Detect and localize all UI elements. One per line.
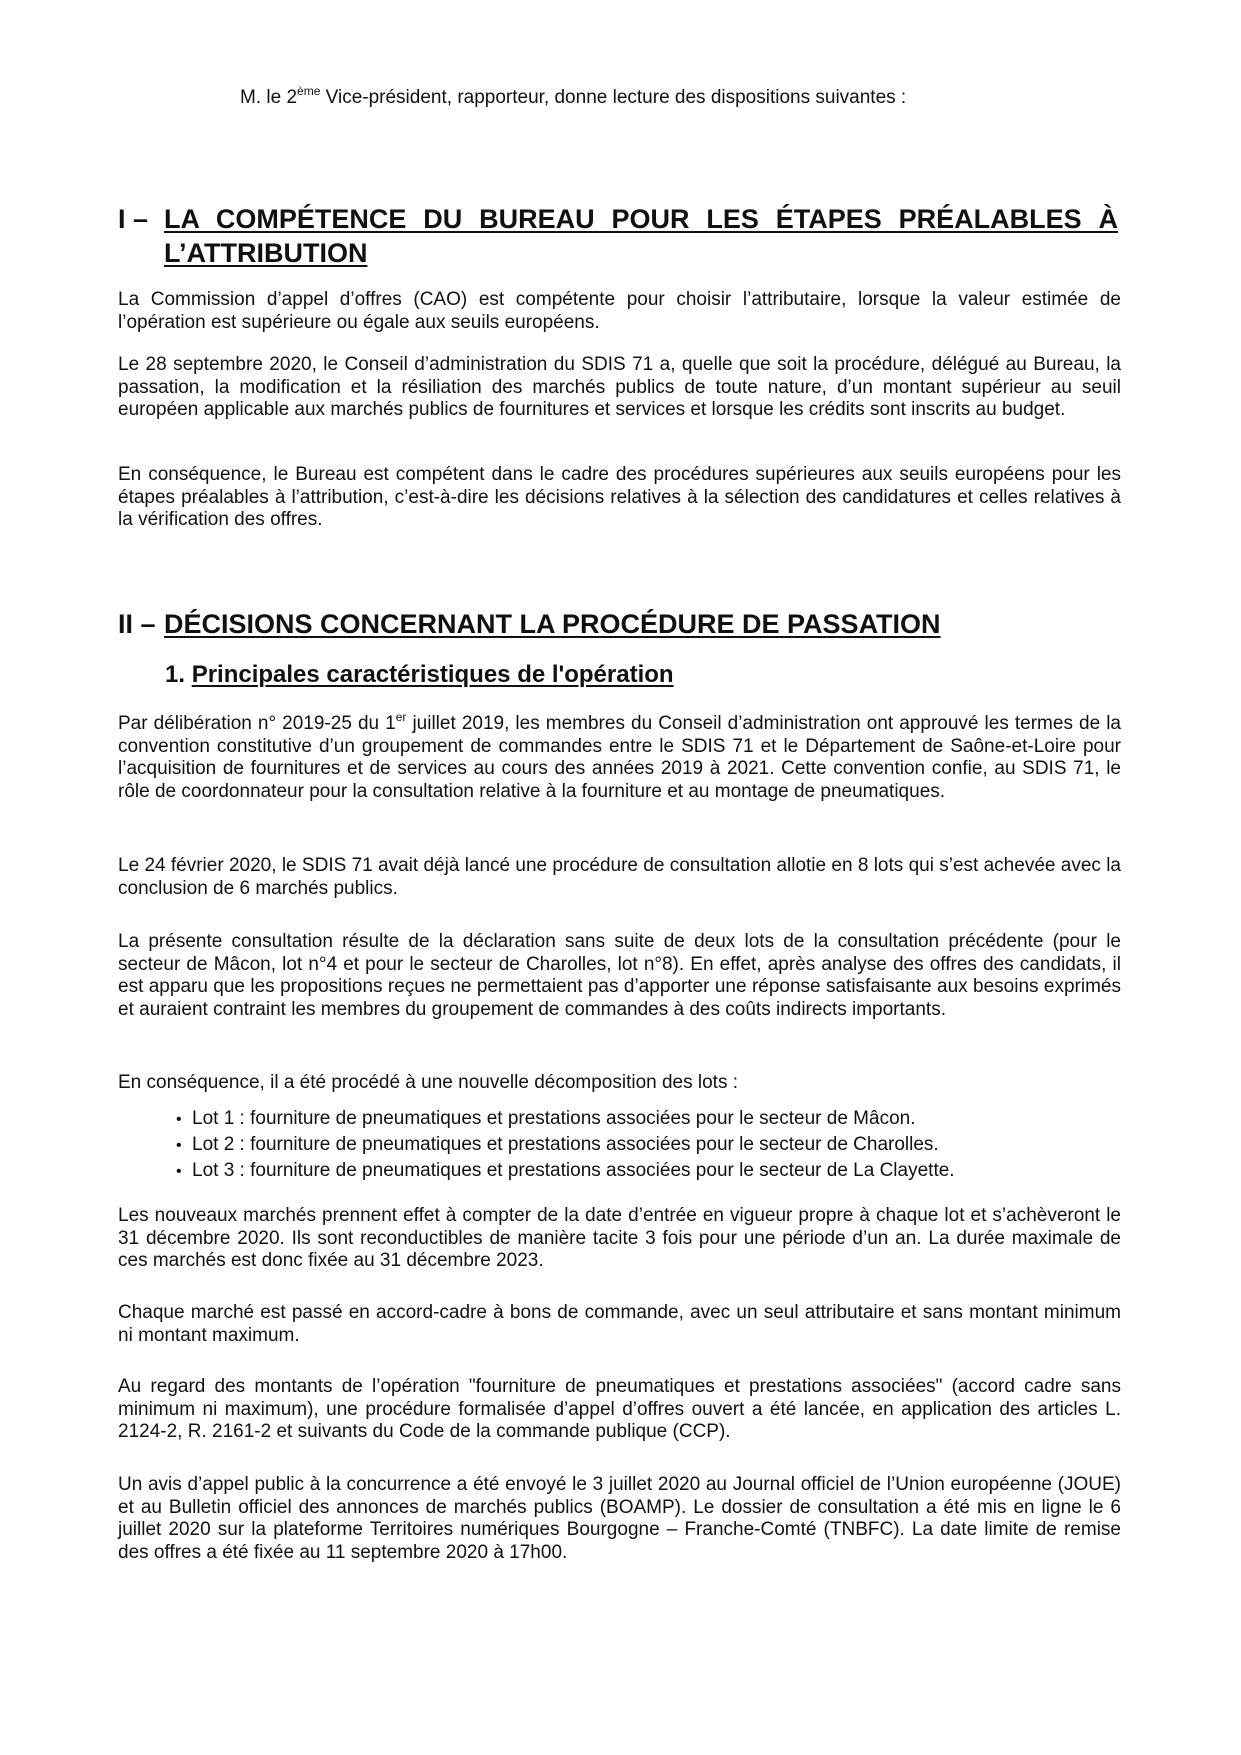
list-item (176, 1106, 955, 1132)
section-2-paragraph-1 (118, 710, 1122, 803)
section-2-paragraph-4: En conséquence, il a été procédé à une nouvelle décomposition des lots : (118, 1072, 739, 1093)
section-1-number: I – (118, 204, 149, 234)
subsection-1-heading (165, 660, 674, 690)
bullet-icon: • (176, 1111, 182, 1128)
section-1-paragraph-1: La Commission d’appel d’offres (CAO) est compétente pour choisir l’attributaire, lorsque la valeur estimée de l’opération est supérieure ou égale aux seuils européens. (118, 289, 1121, 333)
list-item (176, 1132, 955, 1158)
section-2-paragraph-5: Les nouveaux marchés prennent effet à compter de la date d’entrée en vigueur propre à chaque lot et s’achèveront le 31 décembre 2020. Ils sont reconductibles de manière tacite 3 fois pour une période d’un an. La durée maximale de ces marchés est donc fixée au 31 décembre 2023. (118, 1205, 1121, 1271)
section-2-paragraph-2: Le 24 février 2020, le SDIS 71 avait déjà lancé une procédure de consultation allotie en 8 lots qui s’est achevée avec la conclusion de 6 marchés publics. (118, 855, 1121, 899)
intro-superscript: ème (297, 84, 321, 98)
lot-1-text: Lot 1 : fourniture de pneumatiques et prestations associées pour le secteur de Mâcon. (192, 1108, 916, 1129)
bullet-icon: • (176, 1163, 182, 1180)
section-2-paragraph-8: Un avis d’appel public à la concurrence a été envoyé le 3 juillet 2020 au Journal officiel de l’Union européenne (JOUE) et au Bulletin officiel des annonces de marchés publics (BOAMP). Le dossier de consultation a été mis en ligne le 6 juillet 2020 sur la plateforme Territoires numériques Bourgogne – Franche-Comté (TNBFC). La date limite de remise des offres a été fixée au 11 septembre 2020 à 17h00. (118, 1474, 1121, 1563)
subsection-1-title: Principales caractéristiques de l'opération (191, 661, 674, 688)
intro-prefix: M. le 2 (240, 87, 298, 108)
section-1-title (164, 202, 1118, 270)
section-2-paragraph-7: Au regard des montants de l’opération "fourniture de pneumatiques et prestations associées" (accord cadre sans minimum ni maximum), une procédure formalisée d’appel d’offres ouvert a été lancée, en application des articles L. 2124-2, R. 2161-2 et suivants du Code de la commande publique (CCP). (118, 1376, 1121, 1442)
bullet-icon: • (176, 1137, 182, 1154)
section-1-paragraph-2: Le 28 septembre 2020, le Conseil d’administration du SDIS 71 a, quelle que soit la procédure, délégué au Bureau, la passation, la modification et la résiliation des marchés publics de toute nature, d’un montant supérieur au seuil européen applicable aux marchés publics de fournitures et services et lorsque les crédits sont inscrits au budget. (118, 354, 1121, 420)
section-2-paragraph-3: La présente consultation résulte de la déclaration sans suite de deux lots de la consultation précédente (pour le secteur de Mâcon, lot n°4 et pour le secteur de Charolles, lot n°8). En effet, après analyse des offres des candidats, il est apparu que les propositions reçues ne permettaient pas d’apporter une réponse satisfaisante aux besoins exprimés et auraient contraint les membres du groupement de commandes à des coûts indirects importants. (118, 931, 1121, 1020)
lot-3-text: Lot 3 : fourniture de pneumatiques et prestations associées pour le secteur de La Clayette. (192, 1160, 955, 1181)
intro-suffix: Vice-président, rapporteur, donne lecture des dispositions suivantes : (320, 87, 907, 108)
list-item (176, 1158, 955, 1184)
section-1-heading (118, 202, 1118, 270)
subsection-1-number: 1. (165, 661, 186, 688)
section-2-paragraph-1-part-a: Par délibération n° 2019-25 du 1 (118, 713, 396, 734)
section-1-title-line-1: LA COMPÉTENCE DU BUREAU POUR LES ÉTAPES PRÉALABLES À (164, 204, 1118, 234)
section-1-paragraph-3: En conséquence, le Bureau est compétent dans le cadre des procédures supérieures aux seuils européens pour les étapes préalables à l’attribution, c’est-à-dire les décisions relatives à la sélection des candidatures et celles relatives à la vérification des offres. (118, 464, 1121, 530)
section-2-paragraph-6: Chaque marché est passé en accord-cadre à bons de commande, avec un seul attributaire et sans montant minimum ni montant maximum. (118, 1302, 1121, 1346)
section-1-title-line-2: L’ATTRIBUTION (164, 238, 368, 268)
lots-list (176, 1106, 955, 1184)
intro-line (240, 86, 906, 110)
section-2-paragraph-1-part-b: juillet 2019, les membres du Conseil d’administration ont approuvé les termes de la convention constitutive d’un groupement de commandes entre le SDIS 71 et le Département de Saône-et-Loire pour l’acquisition de fournitures et de services au cours des années 2019 à 2021. Cette convention confie, au SDIS 71, le rôle de coordonnateur pour la consultation relative à la fourniture et au montage de pneumatiques. (118, 713, 1122, 802)
lot-2-text: Lot 2 : fourniture de pneumatiques et prestations associées pour le secteur de Charolles. (192, 1134, 939, 1155)
section-2-title: DÉCISIONS CONCERNANT LA PROCÉDURE DE PASSATION (164, 609, 941, 639)
section-2-heading (118, 607, 1118, 641)
section-2-paragraph-1-superscript: er (395, 710, 407, 724)
section-2-number: II – (118, 609, 156, 639)
